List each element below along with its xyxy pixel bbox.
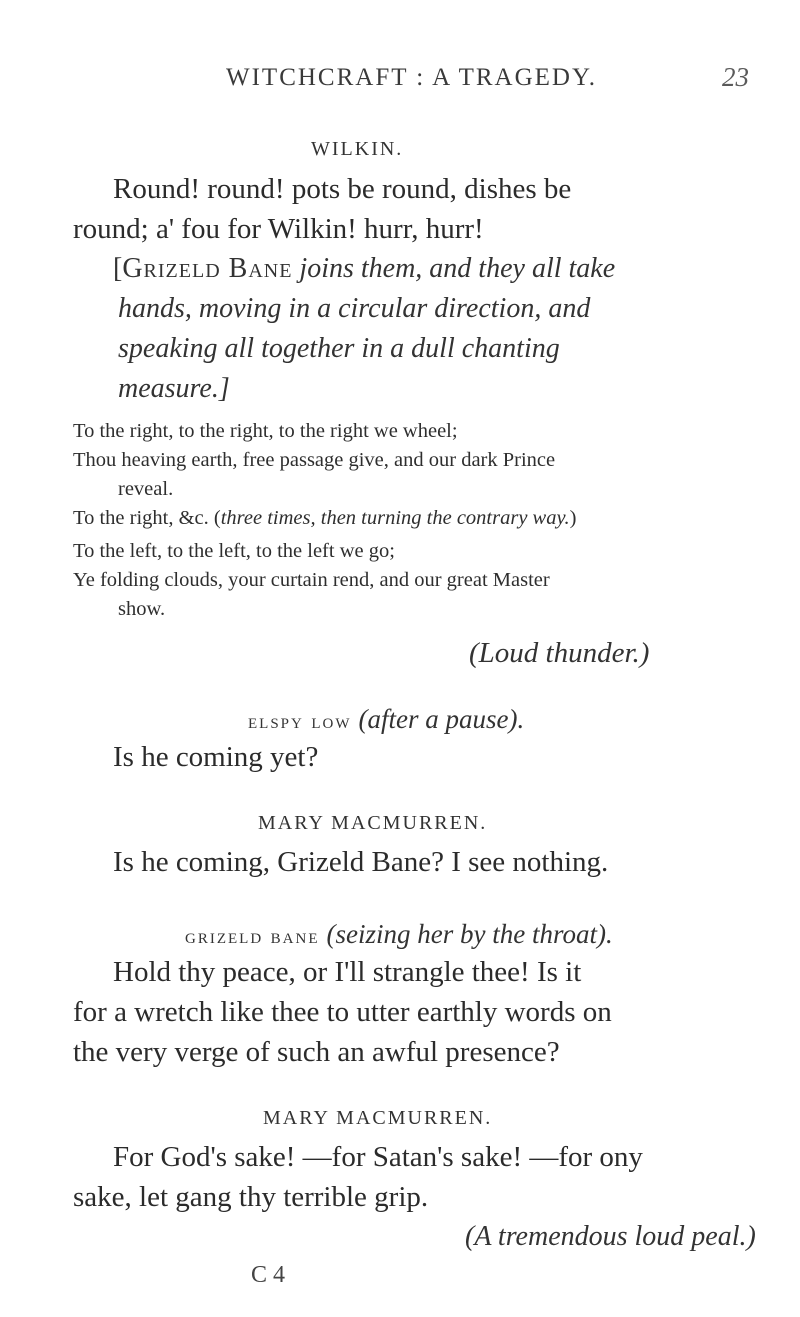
dialogue-line: Round! round! pots be round, dishes be bbox=[113, 173, 572, 205]
dialogue-line: sake, let gang thy terrible grip. bbox=[73, 1181, 429, 1213]
chant-repeat-text: To the right, &c. ( bbox=[73, 507, 221, 529]
stage-direction bbox=[113, 253, 615, 285]
dialogue-line: Is he coming, Grizeld Bane? I see nothing. bbox=[113, 846, 609, 878]
stage-direction-text: joins them, and they all take bbox=[299, 253, 616, 284]
speaker-wilkin: WILKIN. bbox=[311, 138, 404, 160]
speaker-name: elspy low bbox=[248, 708, 352, 733]
dialogue-line: Is he coming yet? bbox=[113, 741, 319, 773]
chant-line: show. bbox=[118, 598, 166, 620]
speaker-mary: MARY MACMURREN. bbox=[258, 812, 488, 834]
stage-direction-line: speaking all together in a dull chanting bbox=[118, 333, 560, 364]
chant-line: reveal. bbox=[118, 478, 174, 500]
dialogue-line: For God's sake! —for Satan's sake! —for ony bbox=[113, 1141, 643, 1173]
speaker-name: grizeld bane bbox=[185, 923, 320, 948]
signature-mark: C 4 bbox=[251, 1262, 286, 1288]
stage-character-name: Grizeld Bane bbox=[122, 253, 293, 284]
speaker-grizeld bbox=[185, 919, 613, 950]
dialogue-line: round; a' fou for Wilkin! hurr, hurr! bbox=[73, 213, 484, 245]
chant-line: To the right, to the right, to the right we wheel; bbox=[73, 420, 458, 442]
chant-repeat-close: ) bbox=[569, 507, 577, 529]
stage-bracket: [ bbox=[113, 253, 123, 284]
chant-line: To the left, to the left, to the left we go; bbox=[73, 540, 395, 562]
stage-direction-line: hands, moving in a circular direction, and bbox=[118, 293, 591, 324]
stage-direction-thunder: (Loud thunder.) bbox=[469, 637, 650, 669]
speaker-elspy bbox=[248, 704, 524, 735]
page-number: 23 bbox=[722, 62, 749, 92]
chant-repeat-line bbox=[73, 507, 576, 530]
speaker-mary: MARY MACMURREN. bbox=[263, 1107, 493, 1129]
running-head: WITCHCRAFT : A TRAGEDY. bbox=[226, 64, 598, 91]
dialogue-line: Hold thy peace, or I'll strangle thee! Is it bbox=[113, 956, 582, 988]
stage-direction-peal: (A tremendous loud peal.) bbox=[465, 1221, 756, 1252]
speaker-direction: (seizing her by the throat). bbox=[326, 919, 613, 949]
chant-line: Thou heaving earth, free passage give, and our dark Prince bbox=[73, 449, 556, 471]
stage-direction-line: measure.] bbox=[118, 373, 230, 404]
chant-line: Ye folding clouds, your curtain rend, and our great Master bbox=[73, 569, 550, 591]
speaker-direction: (after a pause). bbox=[358, 704, 525, 734]
chant-repeat-direction: three times, then turning the contrary way. bbox=[220, 507, 570, 529]
dialogue-line: for a wretch like thee to utter earthly words on bbox=[73, 996, 612, 1028]
dialogue-line: the very verge of such an awful presence? bbox=[73, 1036, 560, 1068]
